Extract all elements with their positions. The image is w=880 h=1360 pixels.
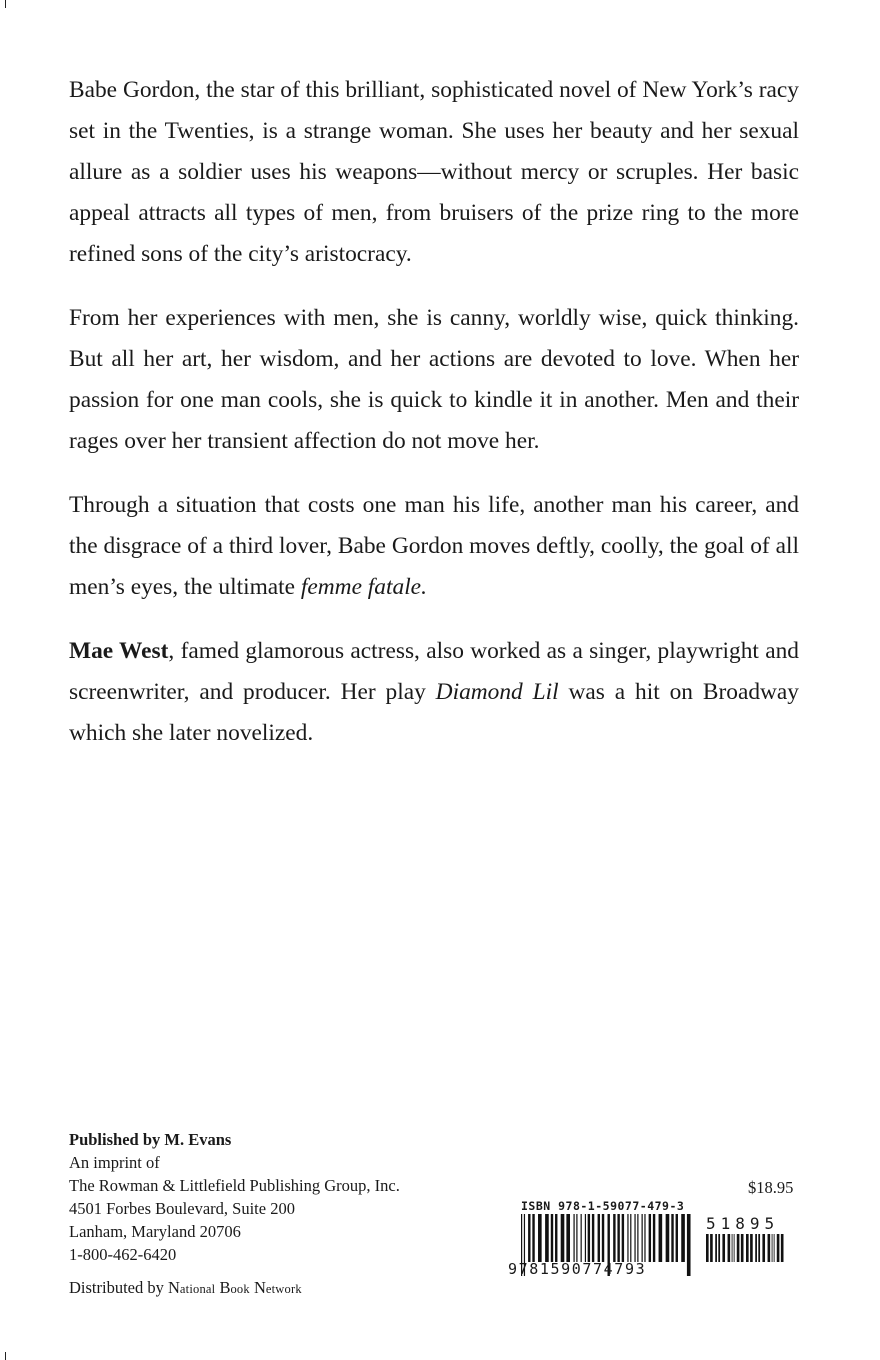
barcode-bar xyxy=(755,1234,757,1262)
barcode-bar xyxy=(750,1234,753,1262)
crop-mark-top xyxy=(5,0,6,8)
barcode-bar xyxy=(644,1214,645,1262)
addon-barcode xyxy=(706,1234,786,1276)
back-cover-blurb xyxy=(69,70,799,777)
barcode-bar xyxy=(762,1234,765,1262)
barcode-bar xyxy=(538,1214,542,1262)
barcode-bar xyxy=(737,1234,740,1262)
author-bio xyxy=(69,631,799,754)
femme-fatale-italic: femme fatale. xyxy=(300,574,427,600)
barcode-bar xyxy=(666,1214,670,1262)
barcode-bar xyxy=(613,1214,615,1262)
barcode-bar xyxy=(532,1214,534,1262)
barcode-bar xyxy=(545,1214,549,1262)
barcode-bar xyxy=(617,1214,619,1262)
imprint-line-2: The Rowman & Littlefield Publishing Group, Inc. xyxy=(69,1176,400,1195)
barcode-bar xyxy=(622,1214,624,1262)
barcode-bar xyxy=(681,1214,685,1262)
barcode-bar xyxy=(598,1214,600,1262)
barcode-bar xyxy=(528,1214,530,1262)
barcode-bar xyxy=(710,1234,713,1262)
barcode-bar xyxy=(732,1234,733,1262)
price: $18.95 xyxy=(748,1178,794,1197)
barcode-bar xyxy=(555,1214,557,1262)
blurb-paragraph-3 xyxy=(69,485,799,608)
barcode-bar xyxy=(634,1214,635,1262)
barcode-bar xyxy=(581,1214,582,1262)
author-name: Mae West xyxy=(69,638,169,664)
barcode-bar xyxy=(676,1214,678,1262)
distributor-line: Distributed by National Book Network xyxy=(69,1278,302,1297)
diamond-lil-title: Diamond Lil xyxy=(435,679,559,705)
barcode-bar xyxy=(602,1214,604,1262)
ean-digits: 9781590774793 xyxy=(508,1260,647,1278)
barcode-bar xyxy=(746,1234,749,1262)
barcode-bar xyxy=(777,1234,780,1262)
barcode-bar xyxy=(642,1214,643,1262)
author-bio-text-2: was a hit on Broadway which she later novelized. xyxy=(69,679,799,746)
barcode-bar xyxy=(659,1214,663,1262)
barcode-bar xyxy=(718,1234,720,1262)
barcode-bar xyxy=(722,1234,725,1262)
barcode-bar xyxy=(576,1214,577,1262)
isbn-label: ISBN 978-1-59077-479-3 xyxy=(521,1199,685,1213)
barcode-bar xyxy=(561,1214,565,1262)
barcode-bar xyxy=(728,1234,731,1262)
barcode-bar xyxy=(687,1214,691,1276)
publisher-name: Published by M. Evans xyxy=(69,1130,232,1149)
publisher-imprint xyxy=(69,1128,489,1301)
imprint-line-1: An imprint of xyxy=(69,1153,160,1172)
barcode-bar xyxy=(627,1214,628,1262)
imprint-phone: 1-800-462-6420 xyxy=(69,1245,177,1264)
barcode-bar xyxy=(592,1214,594,1262)
imprint-address-line: 4501 Forbes Boulevard, Suite 200 xyxy=(69,1199,295,1218)
barcode-bar xyxy=(781,1234,784,1262)
barcode-bar xyxy=(588,1214,590,1262)
barcode-bar xyxy=(671,1214,673,1262)
barcode-bar xyxy=(772,1234,773,1262)
barcode-bar xyxy=(715,1234,717,1262)
blurb-paragraph-3-text: Through a situation that costs one man his life, another man his career, and the disgrace of a third lover, Babe Gordon moves deftly, coolly, the goal of all men’s eyes, the ultimate xyxy=(69,492,799,600)
blurb-paragraph-1: Babe Gordon, the star of this brilliant, sophisticated novel of New York’s racy set in the Twenties, is a strange woman. She uses her beauty and her sexual allure as a soldier uses his weapons—without mercy or scruples. Her basic appeal attracts all types of men, from bruisers of the prize ring to the more refined sons of the city’s aristocracy. xyxy=(69,77,799,267)
barcode-bar xyxy=(741,1234,744,1262)
barcode-bar xyxy=(585,1214,586,1262)
author-bio-text-1: , famed glamorous actress, also worked as a singer, playwright and screenwriter, and producer. Her play xyxy=(69,638,799,705)
barcode-bar xyxy=(649,1214,651,1262)
barcode-bar xyxy=(758,1234,760,1262)
barcode-bar xyxy=(768,1234,771,1262)
barcode-bar xyxy=(573,1214,574,1262)
blurb-paragraph-2: From her experiences with men, she is canny, worldly wise, quick thinking. But all her art, her wisdom, and her actions are devoted to love. When her passion for one man cools, she is quick to kindle it in another. Men and their rages over her transient affection do not move her. xyxy=(69,305,799,454)
barcode-bar xyxy=(637,1214,638,1262)
barcode-bar xyxy=(566,1214,570,1262)
barcode-bar xyxy=(734,1234,735,1262)
barcode-bar xyxy=(653,1214,655,1262)
barcode-bar xyxy=(774,1234,775,1262)
barcode-bar xyxy=(551,1214,553,1262)
imprint-city-line: Lanham, Maryland 20706 xyxy=(69,1222,241,1241)
crop-mark-bottom xyxy=(5,1352,6,1360)
barcode-bar xyxy=(706,1234,709,1262)
barcode-bar xyxy=(630,1214,631,1262)
addon-digits: 51895 xyxy=(706,1214,780,1233)
